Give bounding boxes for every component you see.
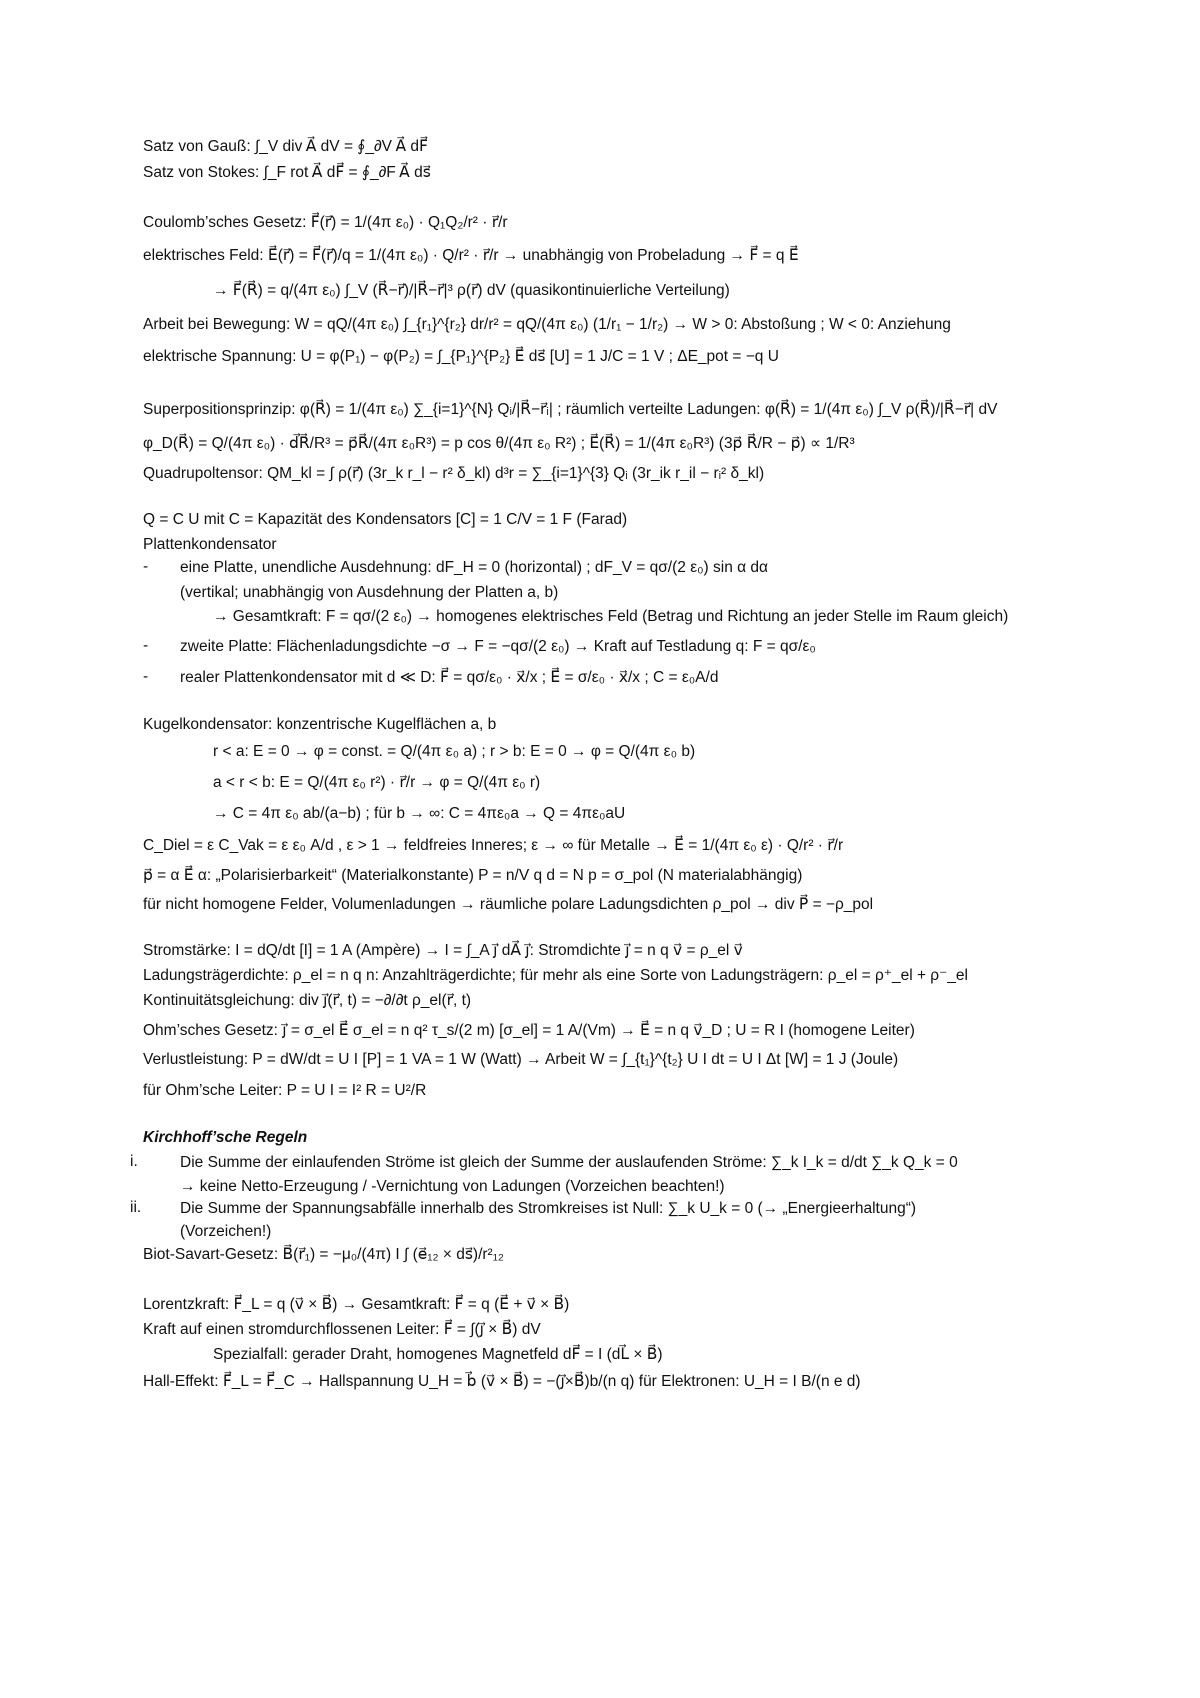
superposition: Superpositionsprinzip: φ(R⃗) = 1/(4π ε₀) ∑_{i=1}^{N} Qᵢ/|R⃗−r⃗ᵢ| ; räumlich verteilte Ladungen: φ(R⃗) = 1/(4π ε₀) ∫_V ρ(R⃗)/|R⃗−r⃗| dV <box>143 401 998 418</box>
kirchhoff-rule-one: Die Summe der einlaufenden Ströme ist gleich der Summe der auslaufenden Ströme: ∑_k I_k = d/dt ∑_k Q_k = 0 <box>180 1154 958 1171</box>
roman-numeral: i. <box>130 1153 138 1170</box>
sphere-between: a < r < b: E = Q/(4π ε₀ r²) · r⃗/r → φ = Q/(4π ε₀ r) <box>213 774 541 791</box>
kirchhoff-heading: Kirchhoff’sche Regeln <box>143 1129 308 1146</box>
sphere-outside: r < a: E = 0 → φ = const. = Q/(4π ε₀ a) ; r > b: E = 0 → φ = Q/(4π ε₀ b) <box>213 743 696 760</box>
carrier-density: Ladungsträgerdichte: ρ_el = n q n: Anzahlträgerdichte; für mehr als eine Sorte von Ladungsträgern: ρ_el = ρ⁺_el + ρ⁻_el <box>143 967 968 984</box>
real-plate-capacitor: realer Plattenkondensator mit d ≪ D: F⃗ = qσ/ε₀ · x⃗/x ; E⃗ = σ/ε₀ · x⃗/x ; C = ε₀A/d <box>180 669 719 686</box>
ohmic-conductor: für Ohm’sche Leiter: P = U I = I² R = U²/R <box>143 1082 427 1099</box>
gauss-theorem: Satz von Gauß: ∫_V div A⃗ dV = ∮_∂V A⃗ dF⃗ <box>143 138 428 155</box>
ohms-law: Ohm’sches Gesetz: j⃗ = σ_el E⃗ σ_el = n q² τ_s/(2 m) [σ_el] = 1 A/(Vm) → E⃗ = n q v⃗_D ; U = R I (homogene Leiter) <box>143 1022 915 1039</box>
stokes-theorem: Satz von Stokes: ∫_F rot A⃗ dF⃗ = ∮_∂F A⃗ ds⃗ <box>143 164 431 181</box>
roman-numeral: ii. <box>130 1199 142 1216</box>
inhomogeneous-fields: für nicht homogene Felder, Volumenladungen → räumliche polare Ladungsdichten ρ_pol → div P⃗ = −ρ_pol <box>143 896 874 913</box>
bullet-marker: - <box>143 558 149 575</box>
lorentz-force: Lorentzkraft: F⃗_L = q (v⃗ × B⃗) → Gesamtkraft: F⃗ = q (E⃗ + v⃗ × B⃗) <box>143 1296 570 1313</box>
kirchhoff-rule-two: Die Summe der Spannungsabfälle innerhalb des Stromkreises ist Null: ∑_k U_k = 0 (→ „Energieerhaltung“) <box>180 1200 917 1217</box>
quasi-continuous: → F⃗(R⃗) = q/(4π ε₀) ∫_V (R⃗−r⃗)/|R⃗−r⃗|³ ρ(r⃗) dV (quasikontinuierliche Verteilung) <box>213 282 730 299</box>
biot-savart: Biot-Savart-Gesetz: B⃗(r⃗₁) = −μ₀/(4π) I ∫ (e⃗₁₂ × ds⃗)/r²₁₂ <box>143 1246 504 1263</box>
plate-two: zweite Platte: Flächenladungsdichte −σ → F = −qσ/(2 ε₀) → Kraft auf Testladung q: F = qσ/ε₀ <box>180 638 816 655</box>
power-loss: Verlustleistung: P = dW/dt = U I [P] = 1 VA = 1 W (Watt) → Arbeit W = ∫_{t₁}^{t₂} U I dt = U I Δt [W] = 1 J (Joule) <box>143 1051 899 1068</box>
polarizability: p⃗ = α E⃗ α: „Polarisierbarkeit“ (Materialkonstante) P = n/V q d = N p = σ_pol (N materialabhängig) <box>143 867 803 884</box>
total-force: → Gesamtkraft: F = qσ/(2 ε₀) → homogenes elektrisches Feld (Betrag und Richtung an jeder Stelle im Raum gleich) <box>213 608 1009 625</box>
coulomb-law: Coulomb’sches Gesetz: F⃗(r⃗) = 1/(4π ε₀) · Q₁Q₂/r² · r⃗/r <box>143 214 508 231</box>
bullet-marker: - <box>143 637 149 654</box>
quadrupole-tensor: Quadrupoltensor: QM_kl = ∫ ρ(r⃗) (3r_k r_l − r² δ_kl) d³r = ∑_{i=1}^{3} Qᵢ (3r_ik r_il − rᵢ² δ_kl) <box>143 465 765 482</box>
electric-voltage: elektrische Spannung: U = φ(P₁) − φ(P₂) = ∫_{P₁}^{P₂} E⃗ ds⃗ [U] = 1 J/C = 1 V ; ΔE_pot = −q U <box>143 348 779 365</box>
capacitance: Q = C U mit C = Kapazität des Kondensators [C] = 1 C/V = 1 F (Farad) <box>143 511 628 528</box>
plate-capacitor-heading: Plattenkondensator <box>143 536 277 553</box>
plate-one-note: (vertikal; unabhängig von Ausdehnung der Platten a, b) <box>180 584 559 601</box>
kirchhoff-rule-two-note: (Vorzeichen!) <box>180 1223 272 1240</box>
hall-effect: Hall-Effekt: F⃗_L = F⃗_C → Hallspannung U_H = b⃗ (v⃗ × B⃗) = −(j⃗×B⃗)b/(n q) für Elektronen: U_H = I B/(n e d) <box>143 1373 861 1390</box>
bullet-marker: - <box>143 668 149 685</box>
continuity-equation: Kontinuitätsgleichung: div j⃗(r⃗, t) = −∂/∂t ρ_el(r⃗, t) <box>143 992 472 1009</box>
electric-field: elektrisches Feld: E⃗(r⃗) = F⃗(r⃗)/q = 1/(4π ε₀) · Q/r² · r⃗/r → unabhängig von Probeladung → F⃗ = q E⃗ <box>143 247 799 264</box>
special-case: Spezialfall: gerader Draht, homogenes Magnetfeld dF⃗ = I (dL⃗ × B⃗) <box>213 1346 663 1363</box>
plate-one: eine Platte, unendliche Ausdehnung: dF_H = 0 (horizontal) ; dF_V = qσ/(2 ε₀) sin α dα <box>180 559 768 576</box>
work-movement: Arbeit bei Bewegung: W = qQ/(4π ε₀) ∫_{r₁}^{r₂} dr/r² = qQ/(4π ε₀) (1/r₁ − 1/r₂) → W > 0: Abstoßung ; W < 0: Anziehung <box>143 316 951 333</box>
conductor-force: Kraft auf einen stromdurchflossenen Leiter: F⃗ = ∫(j⃗ × B⃗) dV <box>143 1321 541 1338</box>
sphere-capacitance: → C = 4π ε₀ ab/(a−b) ; für b → ∞: C = 4πε₀a → Q = 4πε₀aU <box>213 805 626 822</box>
current: Stromstärke: I = dQ/dt [I] = 1 A (Ampère) → I = ∫_A j⃗ dA⃗ j⃗: Stromdichte j⃗ = n q v⃗ = ρ_el v⃗ <box>143 942 743 959</box>
kirchhoff-rule-one-note: → keine Netto-Erzeugung / -Vernichtung von Ladungen (Vorzeichen beachten!) <box>180 1178 725 1195</box>
dielectric: C_Diel = ε C_Vak = ε ε₀ A/d , ε > 1 → feldfreies Inneres; ε → ∞ für Metalle → E⃗ = 1/(4π ε₀ ε) · Q/r² · r⃗/r <box>143 837 844 854</box>
sphere-capacitor-heading: Kugelkondensator: konzentrische Kugelflächen a, b <box>143 716 497 733</box>
dipole-potential: φ_D(R⃗) = Q/(4π ε₀) · d⃗R⃗/R³ = p⃗R⃗/(4π ε₀R³) = p cos θ/(4π ε₀ R²) ; E⃗(R⃗) = 1/(4π ε₀R³) (3p⃗ R⃗/R − p⃗) ∝ 1/R³ <box>143 435 855 452</box>
